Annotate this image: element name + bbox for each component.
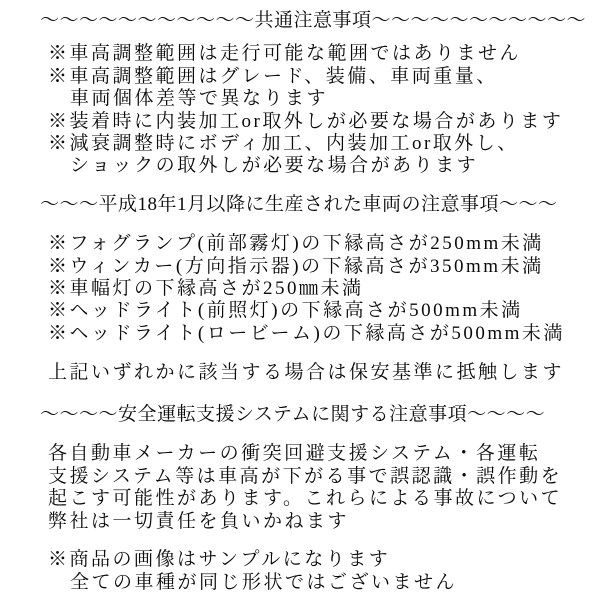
driver-assist-paragraph-line-1: 各自動車メーカーの衝突回避支援システム・各運転 [48,443,541,465]
safety-standard-warning: 上記いずれかに該当する場合は保安基準に抵触します [48,361,565,383]
driver-assist-paragraph-line-3: 起こす可能性があります。これらによる事故について [48,488,563,510]
product-image-note-line-1: ※商品の画像はサンプルになります [48,549,391,571]
driver-assist-paragraph-line-2: 支援システム等は車高が下がる事で誤認識・誤作動を [48,465,563,487]
lamp-height-notice-lowbeam: ※ヘッドライト(ロービーム)の下縁高さが500mm未満 [48,322,565,344]
lamp-height-notice-sidelamp: ※車幅灯の下縁高さが250㎜未満 [48,277,364,299]
lamp-height-notice-headlight: ※ヘッドライト(前照灯)の下縁高さが500mm未満 [48,300,523,322]
notice-line-interior-work: ※装着時に内装加工or取外しが必要な場合があります [48,110,564,132]
section-header-driver-assist: ～～～～安全運転支援システムに関する注意事項～～～～ [40,404,546,426]
notice-line-range-varies: ※車高調整範囲はグレード、装備、車両重量、 [48,65,498,87]
driver-assist-paragraph-line-4: 弊社は一切責任を負いかねます [48,510,350,532]
section-header-common-notes: ～～～～～～～～～～～共通注意事項～～～～～～～～～～～ [40,10,587,31]
notice-line-range-varies-cont: 車両個体差等で異なります [70,88,329,110]
product-image-note-line-2: 全ての車種が同じ形状ではございません [70,571,458,593]
notice-line-damping-adjust-cont: ショックの取外しが必要な場合があります [70,155,479,177]
section-header-h18-vehicles: ～～～平成18年1月以降に生産された車両の注意事項～～～ [40,194,558,216]
notice-line-damping-adjust: ※減衰調整時にボディ加工、内装加工or取外し、 [48,132,519,154]
lamp-height-notice-turnsignal: ※ウィンカー(方向指示器)の下縁高さが350mm未満 [48,255,544,277]
lamp-height-notice-foglamp: ※フォグランプ(前部霧灯)の下縁高さが250mm未満 [48,233,544,255]
notice-line-ride-height-range: ※車高調整範囲は走行可能な範囲ではありません [48,43,522,65]
